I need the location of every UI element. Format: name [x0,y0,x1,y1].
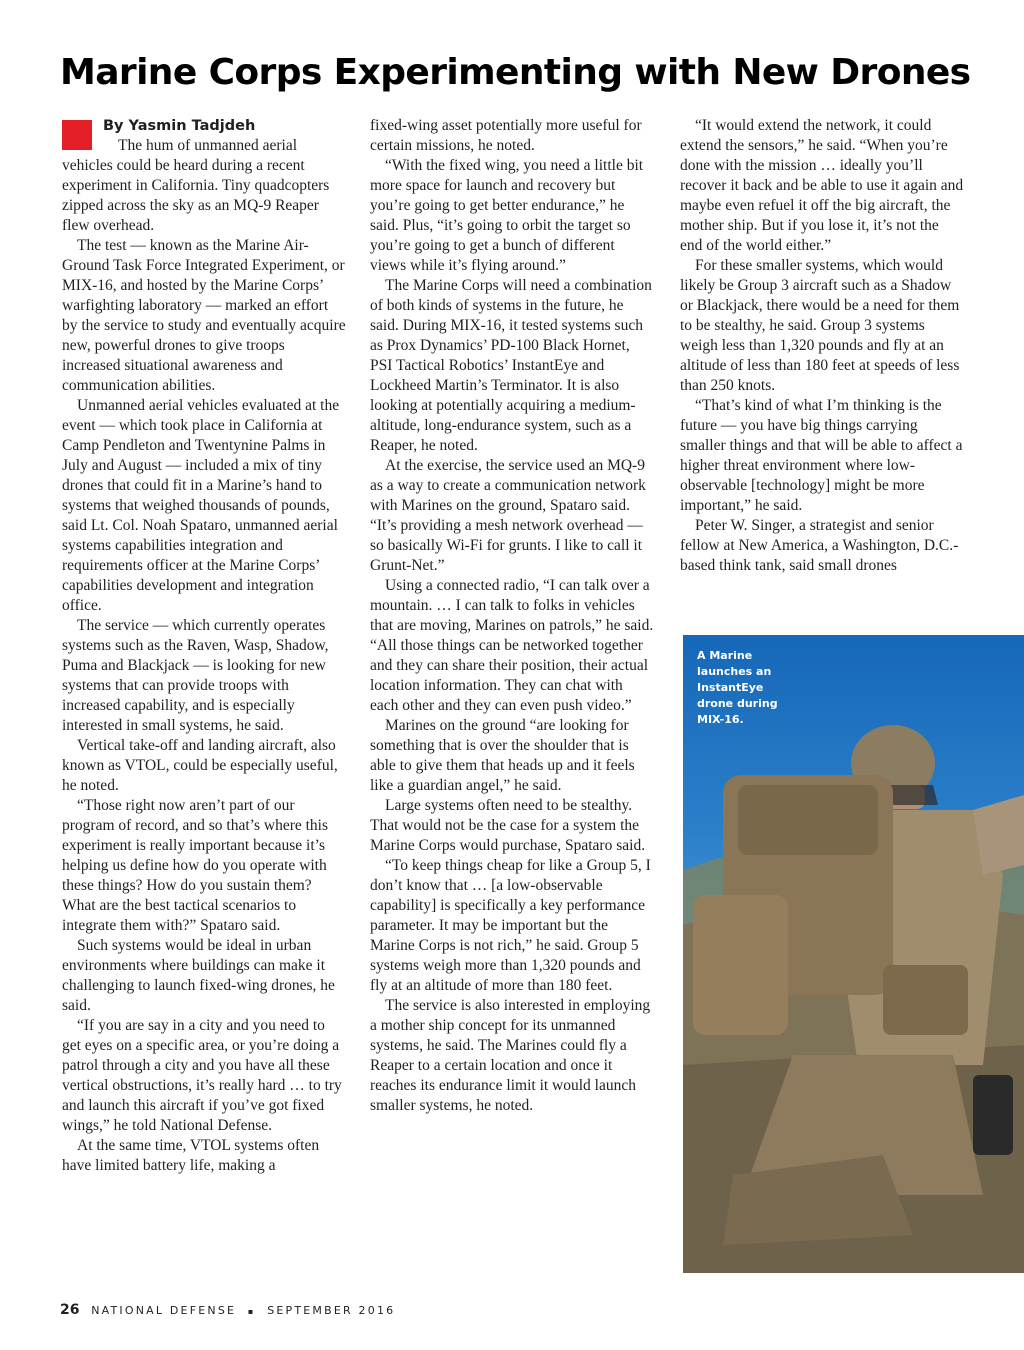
article-paragraph: Using a connected radio, “I can talk over a mountain. … I can talk to folks in vehicles that are moving, Marines on patrols,” he said. “All those things can be networked together and they can share their position, their actual location information. They can chat with each other and they can even push video.” [370,577,654,714]
article-paragraph: “It would extend the network, it could extend the sensors,” he said. “When you’re done with the mission … ideally you’ll recover it back and be able to use it again and maybe even refuel it off the big aircraft, the mother ship. But if you lose it, it’s not the end of the world either.” [680,117,964,254]
article-paragraph: At the exercise, the service used an MQ-9 as a way to create a communication network with Marines on the ground, Spataro said. “It’s providing a mesh network overhead — so basically Wi-Fi for grunts. I like to call it Grunt-Net.” [370,457,646,574]
article-column-2 [370,116,654,1116]
article-paragraph: For these smaller systems, which would likely be Group 3 aircraft such as a Shadow or Blackjack, there would be a need for them to be stealthy, he said. Group 3 systems weigh less than 1,320 pounds and fly at an altitude of less than 180 feet at speeds of less than 250 knots. [680,257,960,394]
article-paragraph: “That’s kind of what I’m thinking is the future — you have big things carrying smaller things and that will be able to affect a higher threat environment where low-observable [technology] might be more important,” he said. [680,397,963,514]
article-paragraph: Peter W. Singer, a strategist and senior fellow at New America, a Washington, D.C.-based think tank, said small drones [680,517,959,574]
page-number: 26 [60,1302,80,1318]
article-paragraph: Unmanned aerial vehicles evaluated at the event — which took place in California at Camp Pendleton and Twentynine Palms in July and August — included a mix of tiny drones that could fit in a Marine’s hand to systems that weighed thousands of pounds, said Lt. Col. Noah Spataro, unmanned aerial systems capabilities integration and requirements officer at the Marine Corps’ capabilities development and integration office. [62,397,340,614]
footer-separator: ▪ [247,1307,256,1316]
article-paragraph: At the same time, VTOL systems often have limited battery life, making a [62,1137,320,1174]
page-footer [60,1302,395,1318]
article-paragraph: Vertical take-off and landing aircraft, also known as VTOL, could be especially useful, he noted. [62,737,338,794]
lead-paragraph-first-line: The hum of unmanned aerial [118,137,298,154]
article-paragraph: “With the fixed wing, you need a little bit more space for launch and recovery but you’re going to get better endurance,” he said. Plus, “it’s going to orbit the target so you’re going to get a bunch of different views while it’s flying around.” [370,157,644,274]
publication-name: NATIONAL DEFENSE [91,1304,237,1317]
article-paragraph: fixed-wing asset potentially more useful for certain missions, he noted. [370,117,642,154]
article-paragraph: Such systems would be ideal in urban environments where buildings can make it challenging to launch fixed-wing drones, he said. [62,937,335,1014]
article-paragraph: The service — which currently operates systems such as the Raven, Wasp, Shadow, Puma and Blackjack — is looking for new systems that can provide troops with increased capability, and is especially interested in small systems, he said. [62,617,329,734]
article-paragraph: Large systems often need to be stealthy. That would not be the case for a system the Marine Corps would purchase, Spataro said. [370,797,646,854]
article-paragraph: “If you are say in a city and you need to get eyes on a specific area, or you’re doing a patrol through a city and you have all these vertical obstructions, it’s really hard … to try and launch this aircraft if you’ve got fixed wings,” he told National Defense. [62,1017,342,1134]
lead-paragraph: vehicles could be heard during a recent experiment in California. Tiny quadcopters zipped across the sky as an MQ-9 Reaper flew overhead. [62,157,330,234]
article-paragraph: The test — known as the Marine Air-Ground Task Force Integrated Experiment, or MIX-16, and hosted by the Marine Corps’ warfighting laboratory — marked an effort by the service to study and eventually acquire new, powerful drones to give troops increased situational awareness and communication abilities. [62,237,346,394]
photo-caption: A Marine launches an InstantEye drone during MIX-16. [697,649,778,726]
marine-photo-illustration [683,635,1024,1273]
article-paragraph: “Those right now aren’t part of our program of record, and so that’s where this experiment is really important because it’s helping us define how do you operate with these things? How do you sustain them? What are the best tactical scenarios to integrate them with?” Spataro said. [62,797,329,934]
article-paragraph: The Marine Corps will need a combination of both kinds of systems in the future, he said. During MIX-16, it tested systems such as Prox Dynamics’ PD-100 Black Hornet, PSI Tactical Robotics’ InstantEye and Lockheed Martin’s Terminator. It is also looking at potentially acquiring a medium-altitude, long-endurance system, such as a Reaper, he noted. [370,277,652,454]
article-column-3 [680,116,964,576]
byline: By Yasmin Tadjdeh [103,118,256,134]
article-column-1 [62,116,346,1176]
article-paragraph: The service is also interested in employing a mother ship concept for its unmanned systems, he said. The Marines could fly a Reaper to a certain location and once it reaches its endurance limit it would launch smaller systems, he noted. [370,997,651,1114]
article-paragraph: “To keep things cheap for like a Group 5, I don’t know that … [a low-observable capability] is specifically a key performance parameter. It may be important but the Marine Corps is not rich,” he said. Group 5 systems weigh more than 1,320 pounds and fly at an altitude of more than 180 feet. [370,857,651,994]
issue-date: SEPTEMBER 2016 [267,1304,396,1317]
article-paragraph: Marines on the ground “are looking for something that is over the shoulder that is able to give them that heads up and it feels like a guardian angel,” he said. [370,717,635,794]
marine-photo [683,635,1024,1273]
headline: Marine Corps Experimenting with New Drones [60,52,971,93]
